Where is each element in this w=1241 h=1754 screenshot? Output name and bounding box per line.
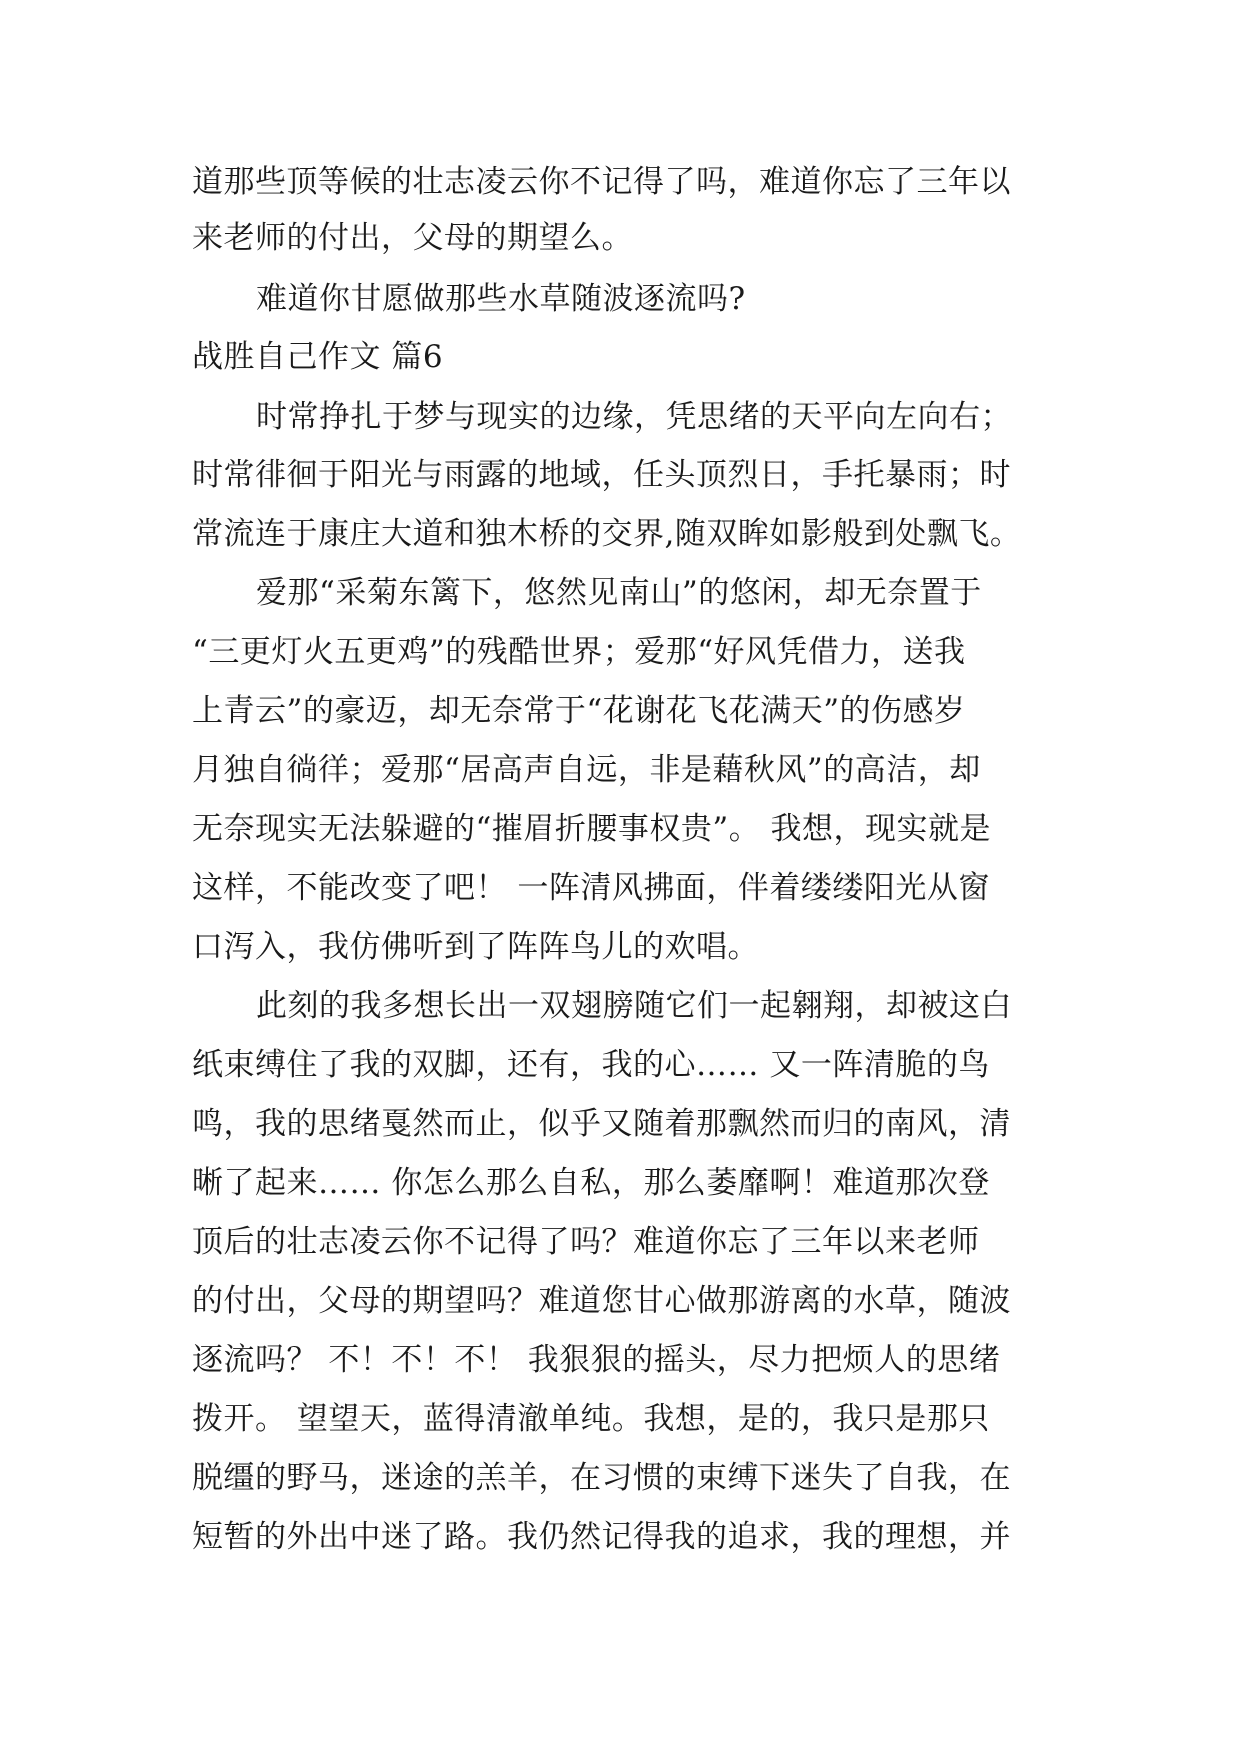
text-line: 口泻入，我仿佛听到了阵阵鸟儿的欢唱。 xyxy=(192,929,759,965)
text-line: “三更灯火五更鸡”的残酷世界；爱那“好风凭借力，送我 xyxy=(192,634,966,670)
text-line: 鸣，我的思绪戛然而止，似乎又随着那飘然而归的南风，清 xyxy=(192,1106,1011,1142)
text-line: 纸束缚住了我的双脚，还有，我的心…… 又一阵清脆的鸟 xyxy=(192,1047,990,1083)
text-line: 的付出，父母的期望吗？难道您甘心做那游离的水草，随波 xyxy=(192,1283,1011,1319)
text-line: 这样，不能改变了吧！ 一阵清风拂面，伴着缕缕阳光从窗 xyxy=(192,870,990,906)
text-line: 无奈现实无法躲避的“摧眉折腰事权贵”。 我想，现实就是 xyxy=(192,811,992,847)
text-line: 短暂的外出中迷了路。我仍然记得我的追求，我的理想，并 xyxy=(192,1519,1011,1555)
section-heading: 战胜自己作文 篇6 xyxy=(192,339,444,375)
text-line: 顶后的壮志凌云你不记得了吗？难道你忘了三年以来老师 xyxy=(192,1224,980,1260)
text-line: 时常徘徊于阳光与雨露的地域，任头顶烈日，手托暴雨；时 xyxy=(192,457,1011,493)
text-line: 逐流吗？ 不！不！不！ 我狠狠的摇头，尽力把烦人的思绪 xyxy=(192,1342,1001,1378)
text-line: 此刻的我多想长出一双翅膀随它们一起翱翔，却被这白 xyxy=(256,988,1012,1024)
text-line: 拨开。 望望天，蓝得清澈单纯。我想，是的，我只是那只 xyxy=(192,1401,990,1437)
text-line: 常流连于康庄大道和独木桥的交界,随双眸如影般到处飘飞。 xyxy=(192,516,1022,552)
text-line: 道那些顶等候的壮志凌云你不记得了吗，难道你忘了三年以 xyxy=(192,164,1011,200)
text-line: 晰了起来…… 你怎么那么自私，那么萎靡啊！难道那次登 xyxy=(192,1165,990,1201)
text-line: 爱那“采菊东篱下，悠然见南山”的悠闲，却无奈置于 xyxy=(256,575,982,611)
text-line: 难道你甘愿做那些水草随波逐流吗? xyxy=(256,281,746,317)
text-line: 时常挣扎于梦与现实的边缘，凭思绪的天平向左向右； xyxy=(256,399,1012,435)
text-line: 月独自徜徉；爱那“居高声自远，非是藉秋风”的高洁，却 xyxy=(192,752,981,788)
text-line: 上青云”的豪迈，却无奈常于“花谢花飞花满天”的伤感岁 xyxy=(192,693,966,729)
text-line: 脱缰的野马，迷途的羔羊，在习惯的束缚下迷失了自我，在 xyxy=(192,1460,1011,1496)
text-line: 来老师的付出，父母的期望么。 xyxy=(192,220,633,256)
